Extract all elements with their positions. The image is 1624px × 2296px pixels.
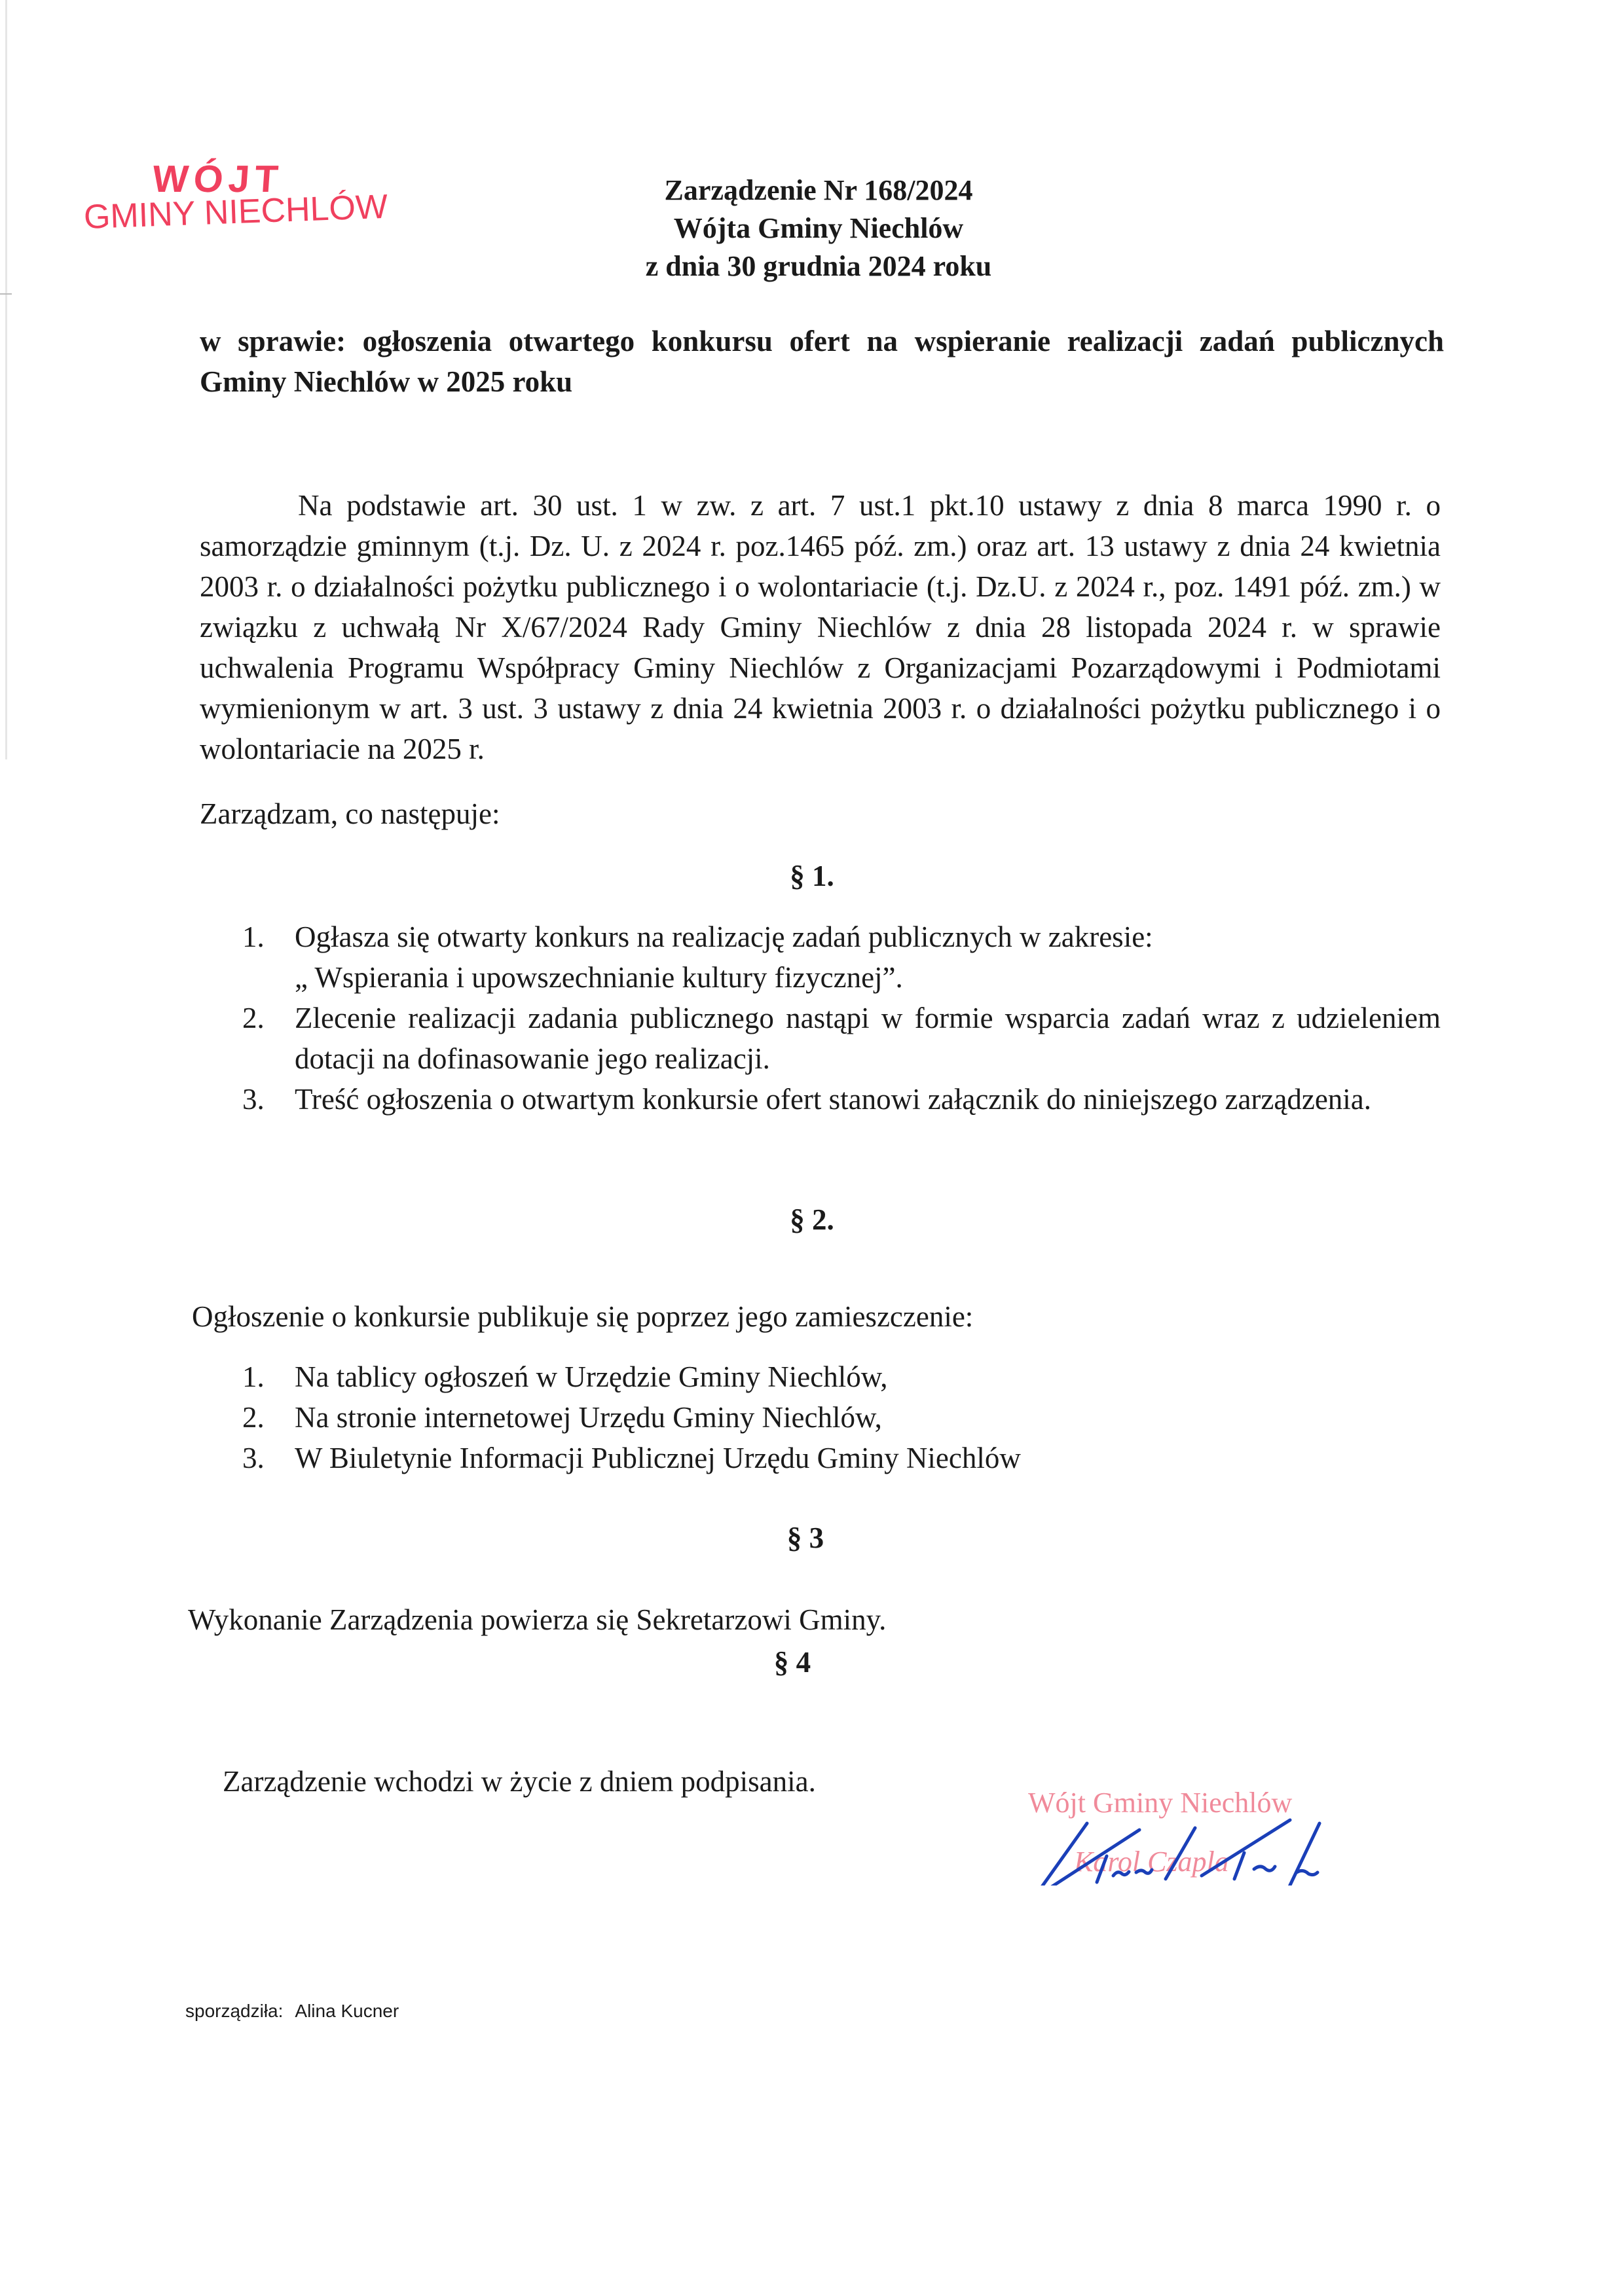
scan-margin-line (5, 0, 7, 759)
scan-margin-tick (0, 293, 12, 295)
signature-stamp-name: Karol Czapla (1074, 1846, 1229, 1878)
item-text: Ogłasza się otwarty konkurs na realizację zadań publicznych w zakresie: (295, 920, 1153, 953)
handwritten-signature-icon (1008, 1768, 1349, 1886)
item-text: W Biuletynie Informacji Publicznej Urzędu Gminy Niechlów (295, 1442, 1021, 1474)
section-3-text: Wykonanie Zarządzenia powierza się Sekretarzowi Gminy. (188, 1603, 887, 1636)
document-subject: w sprawie: ogłoszenia otwartego konkursu ofert na wspieranie realizacji zadań publicznych Gminy Niechlów w 2025 roku (200, 325, 1444, 398)
stamp-title: WÓJT (151, 158, 285, 200)
section-4-text: Zarządzenie wchodzi w życie z dniem podpisania. (223, 1765, 816, 1798)
item-text: Na tablicy ogłoszeń w Urzędzie Gminy Niechlów, (295, 1360, 888, 1393)
prepared-by-name: Alina Kucner (295, 2001, 399, 2021)
publication-channel-item (242, 1357, 1441, 1397)
item-number: 2. (242, 1401, 265, 1434)
signature-block (1008, 1768, 1349, 1886)
item-text: Na stronie internetowej Urzędu Gminy Niechlów, (295, 1401, 882, 1434)
task-name-quote: „ Wspierania i upowszechnianie kultury fizycznej”. (295, 961, 903, 994)
document-number: Zarządzenie Nr 168/2024 (664, 174, 973, 206)
section-1-list (242, 917, 1441, 1120)
signature-stroke (1097, 1856, 1152, 1882)
item-text: Treść ogłoszenia o otwartym konkursie ofert stanowi załącznik do niniejszego zarządzenia. (295, 1083, 1372, 1116)
document-header (589, 172, 1048, 285)
section-1-item (242, 1079, 1441, 1120)
section-2-intro: Ogłoszenie o konkursie publikuje się poprzez jego zamieszczenie: (192, 1300, 974, 1333)
item-number: 3. (242, 1083, 265, 1116)
section-2-list (242, 1357, 1441, 1478)
publication-channel-item (242, 1397, 1441, 1438)
publication-channel-item (242, 1438, 1441, 1478)
section-1-item (242, 998, 1441, 1079)
item-number: 3. (242, 1442, 265, 1474)
section-1-item (242, 917, 1441, 998)
signature-stroke (1166, 1828, 1195, 1879)
stamp-municipality: GMINY NIECHLÓW (83, 187, 388, 236)
decree-intro: Zarządzam, co następuje: (200, 797, 500, 830)
section-4-heading: § 4 (773, 1646, 811, 1679)
section-1-heading: § 1. (790, 860, 834, 892)
signature-stroke (1287, 1823, 1320, 1886)
item-number: 1. (242, 1360, 265, 1393)
prepared-by (185, 2001, 399, 2022)
item-number: 1. (242, 920, 265, 953)
signature-stroke (1234, 1853, 1275, 1879)
section-3-heading: § 3 (786, 1522, 824, 1554)
prepared-by-label: sporządziła: (185, 2001, 284, 2021)
item-text: Zlecenie realizacji zadania publicznego nastąpi w formie wsparcia zadań wraz z udzieleniem dotacji na dofinasowanie jego realizacji. (295, 1002, 1441, 1075)
signature-stamp-title: Wójt Gminy Niechlów (1028, 1787, 1293, 1819)
document-date: z dnia 30 grudnia 2024 roku (645, 250, 992, 282)
section-2-heading: § 2. (790, 1203, 834, 1236)
legal-basis-paragraph: Na podstawie art. 30 ust. 1 w zw. z art. 7 ust.1 pkt.10 ustawy z dnia 8 marca 1990 r. o samorządzie gminnym (t.j. Dz. U. z 2024 r. poz.1465 póź. zm.) oraz art. 13 ustawy z dnia 24 kwietnia 2003 r. o działalności pożytku publicznego i o wolontariacie (t.j. Dz.U. z 2024 r., poz. 1491 póź. zm.) w związku z uchwałą Nr X/67/2024 Rady Gminy Niechlów z dnia 28 listopada 2024 r. w sprawie uchwalenia Programu Współpracy Gminy Niechlów z Organizacjami Pozarządowymi i Podmiotami wymienionym w art. 3 ust. 3 ustawy z dnia 24 kwietnia 2003 r. o działalności pożytku publicznego i o wolontariacie na 2025 r. (200, 489, 1441, 765)
item-number: 2. (242, 1002, 265, 1034)
document-issuer: Wójta Gminy Niechlów (673, 212, 964, 244)
signature-stroke (1202, 1820, 1290, 1876)
